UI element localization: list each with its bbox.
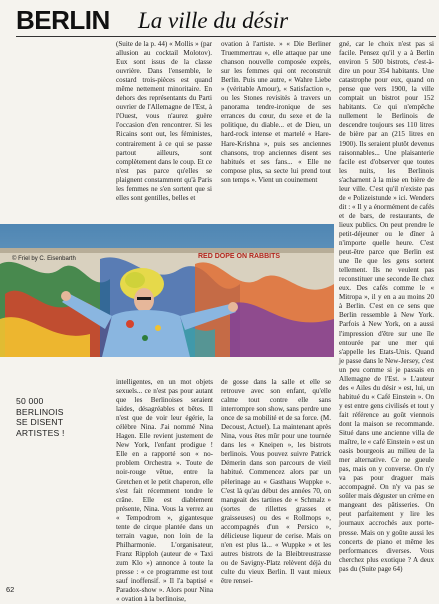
article-text: gné, car le choix n'est pas si facile. Pensez qu'il y a à Berlin environ 5 500 bistrots, c'est-à-dire un pour 354 habitants. Une catastrophe pour eux, quand on pense que vers 1900, la ville comptait un bistrot pour 152 habitants. Ce qui n'empêche nullement le Berlinois de descendre toujours ses 110 litres de bière par an (215 litres en 1900). Ils seraient plutôt devenus raisonnables... Une plaisanterie facile est d'observer que toutes les nuits, les Berlinois s'acharnent à la mise en bière de leur ville. C'est qu'il n'existe pas de « Polizeistunde » ici. Wenders dit : « Il y a énormément de cafés et de bars, de restaurants, de lieux publics. On peut prendre le petit-déjeuner ou le dîner à n'importe quelle heure. C'est peut-être parce que Berlin est une île que les gens sortent tellement. Ils ne veulent pas reconstituer une seconde île chez eux. Des cafés comme le « Mitropa », il y en a au moins 20 à Berlin. C'est en ce sens que Berlin ressemble à New York. Parfois à New York, on a aussi l'impression d'être sur une île entourée par une mer qui s'appelle les Etats-Unis. Quand je passe dans le New-Jersey, c'est un peu comme si je passais en Allemagne de l'Est. » L'auteur des « Ailes du désir » est, lui, un habitué du « Café Einstein ». On y est entre gens civilisés et tout y fait référence au goût viennois dont la maison se recommande. Situé dans une ancienne villa de maître, le « café Einstein » est un oasis bourgeois au milieu de la mer alternative. Ce ne gueule pas, mais on y converse. On n'y va pas pour draguer mais accompagné. On n'y va pas se soûler mais déguster un crème en mangeant des pâtisseries. On peut parfaitement y lire les journaux accrochés aux porte-presse. Mais on y goûte aussi les concerts de piano et même les performances diverses. Vous cherchez plus exotique ? A deux pas du (Suite page 64) <box>339 40 434 573</box>
header-rule <box>16 36 436 37</box>
pull-quote <box>16 396 100 438</box>
article-text: de gosse dans la salle et elle se retrouve avec son enfant, qu'elle calme tout contre elle sans interrompre son show, sans perdre une once de sa mobilité et de sa force. (M. Decoust, Actuel). La maintenant après Nina, vous êtes mûr pour une tournée dans les « Kneipen », les bistrots berlinois. Vous pouvez suivre Patrick Démerin dans son parcours de vieil habitué. Commencez alors par un pèlerinage au « Gasthaus Wuppke ». C'est là qu'au début des années 70, on mangeait des tartines de « Schmalz » (sortes de rillettes grasses et graisseuses) ou des « Rollmops », accompagnés d'un « Persico », délicieuse liqueur de cerise. Mais on n'en est plus là... « Wuppke » et les autres bistrots de la Bleibtreustrasse ou de Savigny-Platz relèvent déjà du culte du vieux Berlin. Il vaut mieux être rensei- <box>221 378 331 586</box>
pull-quote-line: ARTISTES ! <box>16 427 65 438</box>
header-tagline: La ville du désir <box>138 8 289 33</box>
article-column-bottom-1 <box>116 378 213 604</box>
pull-quote-line: BERLINOIS <box>16 406 64 417</box>
photo-illustration <box>0 224 334 357</box>
pull-quote-line: SE DISENT <box>16 417 64 427</box>
article-text: (Suite de la p. 44) « Mollis » (par allusion au cocktail Molotov). Eux sont issus de la classe ouvrière. Dans l'ensemble, le costard trois-pièces est quand même nettement minoritaire. En dehors des représentants du Parti ouvrier de l'Allemagne de l'Est, à l'Ouest, vous n'aurez guère l'occasion d'en rencontrer. Si les Ricains sont out, les féministes, contrairement à ce qui se passe partout ailleurs, sont complètement dans le coup. Et ce n'est pas parce qu'elles se plaignent constamment qu'à Paris les femmes ne s'en sortent que si elles sont gentilles, belles et <box>116 40 212 202</box>
berlin-wall-photo <box>0 224 334 357</box>
article-text: ovation à l'artiste. » « Die Berliner Truemmertrau », elle attaque par une chanson nouvelle composée exprès, sur les femmes qui ont reconstruit Berlin. Puis une autre, « Wahre Liebe » (véritable Amour), « Satisfaction », ou les Stones revisités à travers un panorama tendre-ironique de ses errances du cœur, du sexe et de la politique, du diable... et de Dieu, un hard-rock intense et martelé « Hare-Hare-Krishna », puis ses anciennes chansons, trop anciennes disent ses habitués et ses fans... « Elle ne compose plus, sa secte lui prend tout son temps ». Vient un couinement <box>221 40 331 184</box>
article-text: intelligentes, en un mot objets sexuels... ce n'est pas pour autant que les Berlinoises seraient laides, désagréables et bêtes. Il n'est que de voir leur égérie, la célèbre Nina. J'ai nommé Nina Hagen. Elle revient justement de New York, l'enfant prodigue ! Elle en a rapporté son « no-problem Orchestra ». Toute de noir-rouge vêtue, entre la Gretchen et le petit chaperon, elle s'est fait récemment tondre le crâne. Elle est diablement présente, Nina. Vous la verrez au « Tempodrom », gigantesque tente de cirque plantée dans un terrain vague, non loin de la Philharmonie. L'organisateur, Franz Ripploh (auteur de « Taxi zum Klo ») annonce à toute la presse : « ce programme est tout sauf inoffensif. » Il l'a baptisé « Paradox-show ». Alors pour Nina « ovation à la berlinoise, <box>116 378 213 604</box>
graffiti-text-left: © Friel by C. Eisenbarth <box>12 256 76 262</box>
article-column-top-2 <box>221 40 331 185</box>
graffiti-text-right: RED DOPE ON RABBITS <box>198 253 281 260</box>
header-city: BERLIN <box>16 5 110 35</box>
page-header <box>16 4 436 36</box>
article-column-bottom-2 <box>221 378 331 586</box>
article-column-right <box>339 40 434 574</box>
page-number: 62 <box>6 585 15 594</box>
pull-quote-line: 50 000 <box>16 396 44 406</box>
article-column-top-1 <box>116 40 212 203</box>
